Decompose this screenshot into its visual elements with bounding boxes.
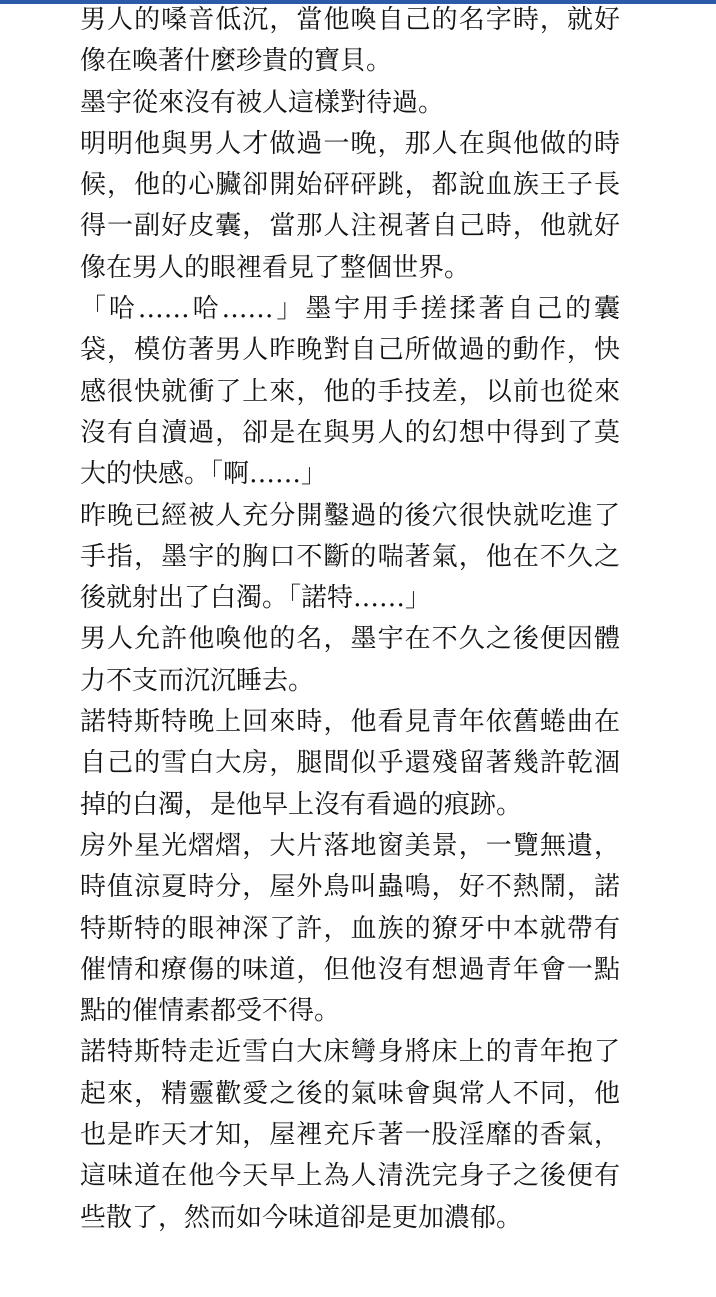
reader-text-body bbox=[80, 0, 620, 1239]
paragraph: 諾特斯特走近雪白大床彎身將床上的青年抱了起來，精靈歡愛之後的氣味會與常人不同，他也是昨天才知，屋裡充斥著一股淫靡的香氣，這味道在他今天早上為人清洗完身子之後便有些散了，然而如今味道卻是更加濃郁。 bbox=[80, 1037, 620, 1233]
paragraph: 男人允許他喚他的名，墨宇在不久之後便因體力不支而沉沉睡去。 bbox=[80, 624, 620, 696]
paragraph: 明明他與男人才做過一晚，那人在與他做的時候，他的心臟卻開始砰砰跳，都說血族王子長得一副好皮囊，當那人注視著自己時，他就好像在男人的眼裡看見了整個世界。 bbox=[80, 128, 620, 283]
paragraph: 諾特斯特晚上回來時，他看見青年依舊蜷曲在自己的雪白大房，腿間似乎還殘留著幾許乾涸掉的白濁，是他早上沒有看過的痕跡。 bbox=[80, 707, 620, 820]
paragraph: 房外星光熠熠，大片落地窗美景，一覽無遺，時值涼夏時分，屋外鳥叫蟲鳴，好不熱鬧，諾特斯特的眼神深了許，血族的獠牙中本就帶有催情和療傷的味道，但他沒有想過青年會一點點的催情素都受不得。 bbox=[80, 830, 620, 1027]
paragraph: 昨晚已經被人充分開鑿過的後穴很快就吃進了手指，墨宇的胸口不斷的喘著氣，他在不久之後就射出了白濁。「諾特……」 bbox=[80, 500, 620, 614]
paragraph: 「哈……哈……」墨宇用手搓揉著自己的囊袋，模仿著男人昨晚對自己所做過的動作，快感很快就衝了上來，他的手技差，以前也從來沒有自瀆過，卻是在與男人的幻想中得到了莫大的快感。「啊……」 bbox=[80, 294, 620, 490]
paragraph: 男人的嗓音低沉，當他喚自己的名字時，就好像在喚著什麼珍貴的寶貝。 bbox=[80, 5, 620, 77]
paragraph: 墨宇從來沒有被人這樣對待過。 bbox=[80, 87, 445, 118]
